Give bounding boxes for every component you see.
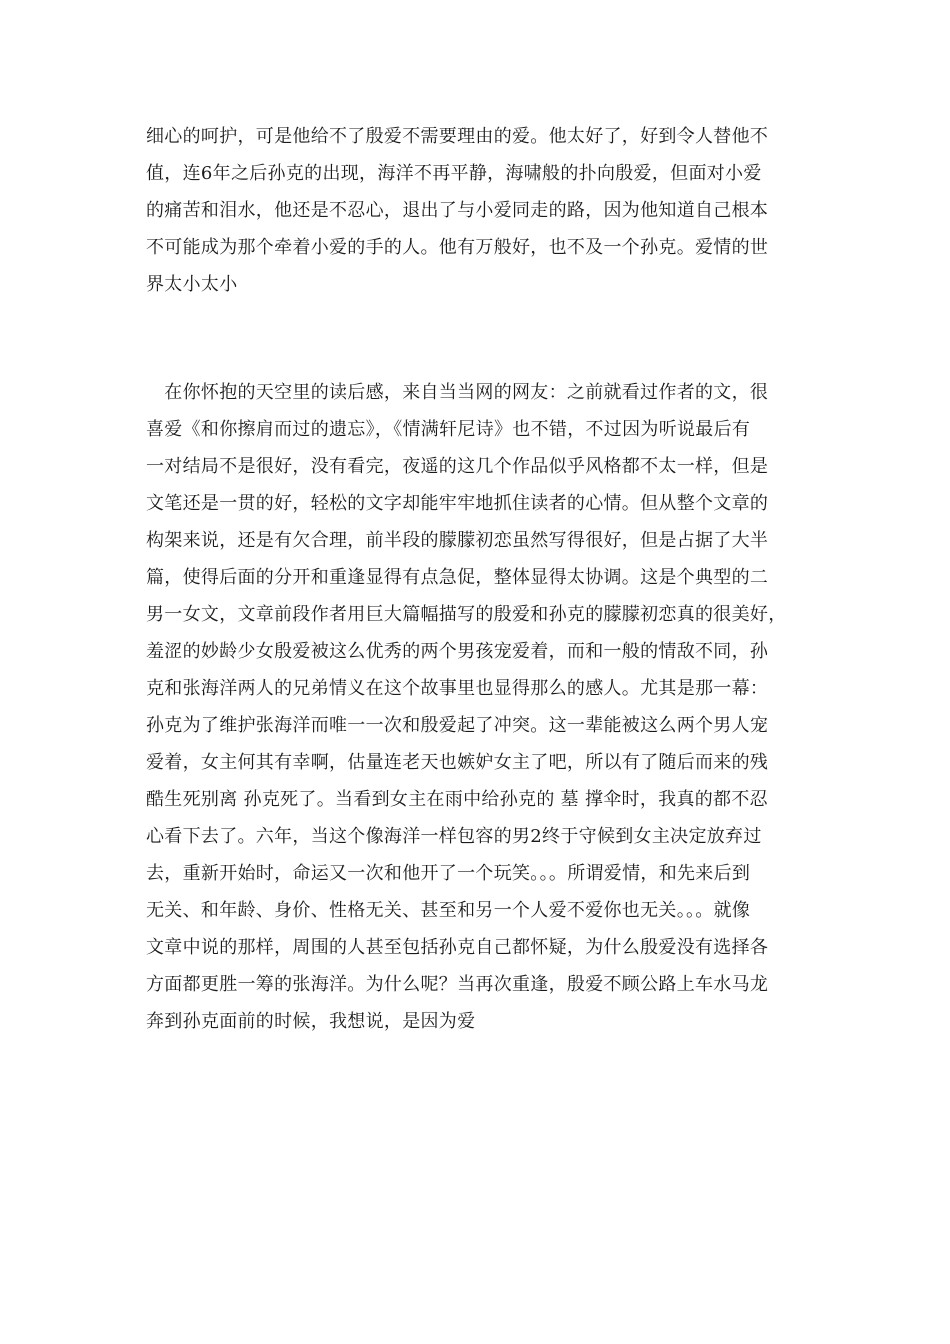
text-line: 构架来说，还是有欠合理，前半段的朦朦初恋虽然写得很好，但是占据了大半 [146, 530, 769, 551]
text-line: 的痛苦和泪水，他还是不忍心，退出了与小爱同走的路，因为他知道自己根本 [146, 200, 769, 221]
text-line: 方面都更胜一筹的张海洋。为什么呢？当再次重逢，殷爱不顾公路上车水马龙 [146, 974, 769, 995]
text-line: 值，连6年之后孙克的出现，海洋不再平静，海啸般的扑向殷爱，但面对小爱 [146, 163, 762, 184]
text-line: 在你怀抱的天空里的读后感，来自当当网的网友：之前就看过作者的文，很 [146, 382, 769, 403]
text-line: 界太小太小 [146, 274, 238, 295]
text-line: 克和张海洋两人的兄弟情义在这个故事里也显得那么的感人。尤其是那一幕： [146, 678, 769, 699]
text-line: 喜爱《和你擦肩而过的遗忘》，《情满轩尼诗》也不错，不过因为听说最后有 [146, 419, 751, 440]
text-line: 爱着，女主何其有幸啊，估量连老天也嫉妒女主了吧，所以有了随后而来的残 [146, 752, 769, 773]
text-line: 一对结局不是很好，没有看完，夜遥的这几个作品似乎风格都不太一样，但是 [146, 456, 769, 477]
text-line: 不可能成为那个牵着小爱的手的人。他有万般好，也不及一个孙克。爱情的世 [146, 237, 769, 258]
text-line: 文笔还是一贯的好，轻松的文字却能牢牢地抓住读者的心情。但从整个文章的 [146, 493, 769, 514]
text-line: 无关、和年龄、身价、性格无关、甚至和另一个人爱不爱你也无关。。。就像 [146, 900, 751, 921]
text-line: 篇，使得后面的分开和重逢显得有点急促，整体显得太协调。这是个典型的二 [146, 567, 769, 588]
text-line: 细心的呵护，可是他给不了殷爱不需要理由的爱。他太好了，好到令人替他不 [146, 126, 769, 147]
text-line: 男一女文，文章前段作者用巨大篇幅描写的殷爱和孙克的朦朦初恋真的很美好， [146, 604, 787, 625]
text-line: 文章中说的那样，周围的人甚至包括孙克自己都怀疑，为什么殷爱没有选择各 [146, 937, 769, 958]
text-line: 酷生死别离 孙克死了。当看到女主在雨中给孙克的 墓 撑伞时，我真的都不忍 [146, 789, 768, 810]
text-line: 奔到孙克面前的时候，我想说，是因为爱 [146, 1011, 476, 1032]
text-line: 心看下去了。六年，当这个像海洋一样包容的男2终于守候到女主决定放弃过 [146, 826, 762, 847]
text-line: 羞涩的妙龄少女殷爱被这么优秀的两个男孩宠爱着，而和一般的情敌不同，孙 [146, 641, 769, 662]
text-line: 孙克为了维护张海洋而唯一一次和殷爱起了冲突。这一辈能被这么两个男人宠 [146, 715, 769, 736]
text-line: 去，重新开始时，命运又一次和他开了一个玩笑。。。所谓爱情，和先来后到 [146, 863, 751, 884]
